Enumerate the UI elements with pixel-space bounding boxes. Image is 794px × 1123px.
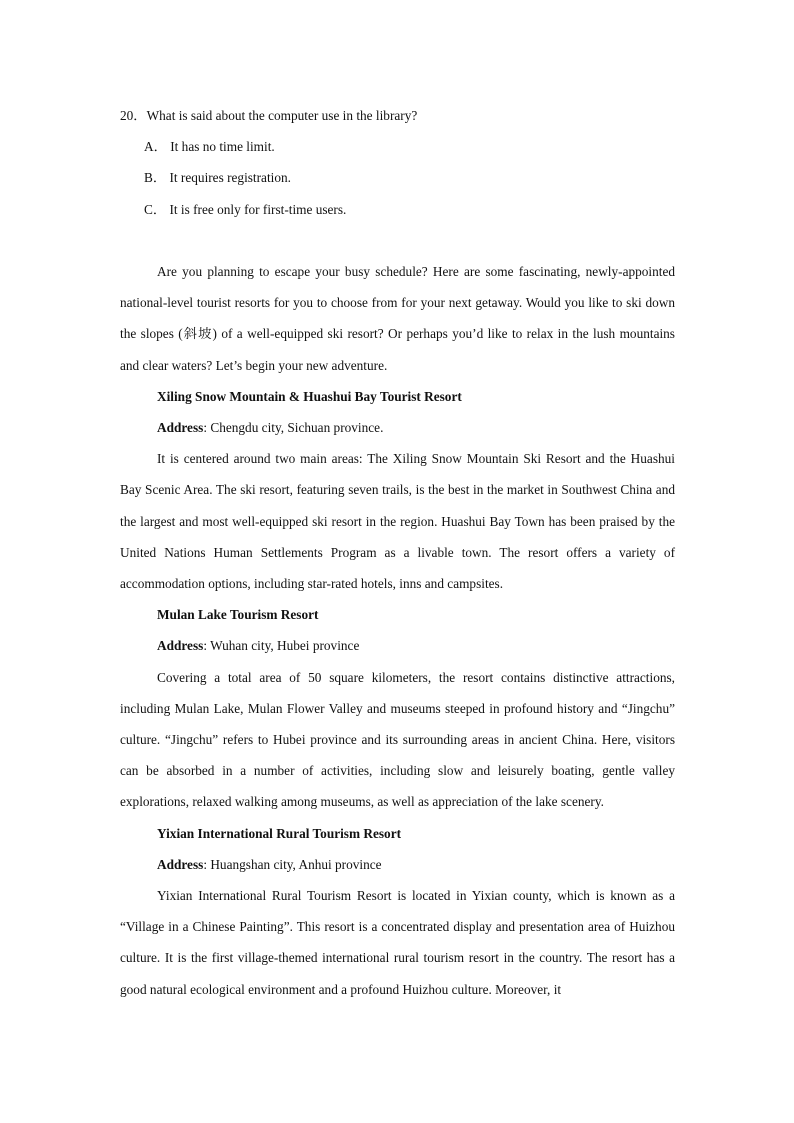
address-value: : Chengdu city, Sichuan province. [203, 420, 384, 436]
option-b: B． It requires registration. [144, 170, 291, 186]
resort-2-title: Mulan Lake Tourism Resort [157, 607, 319, 623]
resort-1-title: Xiling Snow Mountain & Huashui Bay Tourist Resort [157, 388, 462, 404]
option-a: A． It has no time limit. [144, 139, 275, 155]
spacer [120, 225, 675, 256]
intro-paragraph: Are you planning to escape your busy schedule? Here are some fascinating, newly-appointed national-level tourist resorts for you to choose from for your next getaway. Would you like to ski down the slopes (斜坡) of a well-equipped ski resort? Or perhaps you’d like to relax in the lush mountains and clear waters? Let’s begin your new adventure. [120, 264, 675, 373]
question-stem: 20．What is said about the computer use in the library? [120, 108, 418, 123]
address-label: Address [157, 420, 204, 436]
resort-1-address [120, 412, 675, 443]
resort-3-address [120, 849, 675, 880]
address-value: : Huangshan city, Anhui province [203, 856, 382, 872]
resort-1-description: It is centered around two main areas: The Xiling Snow Mountain Ski Resort and the Huashui Bay Scenic Area. The ski resort, featuring seven trails, is the best in the market in Southwest China and the largest and most well-equipped ski resort in the region. Huashui Bay Town has been praised by the United Nations Human Settlements Program as a livable town. The resort offers a variety of accommodation options, including star-rated hotels, inns and campsites. [120, 451, 675, 592]
resort-2-description: Covering a total area of 50 square kilometers, the resort contains distinctive attractions, including Mulan Lake, Mulan Flower Valley and museums steeped in profound history and “Jingchu” culture. “Jingchu” refers to Hubei province and its surrounding areas in ancient China. Here, visitors can be absorbed in a number of activities, including slow and leisurely boating, gentle valley explorations, relaxed walking among museums, as well as appreciation of the lake scenery. [120, 669, 675, 810]
option-c: C． It is free only for first-time users. [144, 201, 347, 217]
address-value: : Wuhan city, Hubei province [203, 638, 360, 654]
resort-3-title: Yixian International Rural Tourism Resort [157, 825, 402, 841]
page-content [120, 100, 675, 1005]
resort-3-description: Yixian International Rural Tourism Resort is located in Yixian county, which is known as a “Village in a Chinese Painting”. This resort is a concentrated display and presentation area of Huizhou culture. It is the first village-themed international rural tourism resort in the country. The resort has a good natural ecological environment and a profound Huizhou culture. Moreover, it [120, 888, 675, 997]
address-label: Address [157, 856, 204, 872]
resort-2-address [120, 630, 675, 661]
address-label: Address [157, 638, 204, 654]
